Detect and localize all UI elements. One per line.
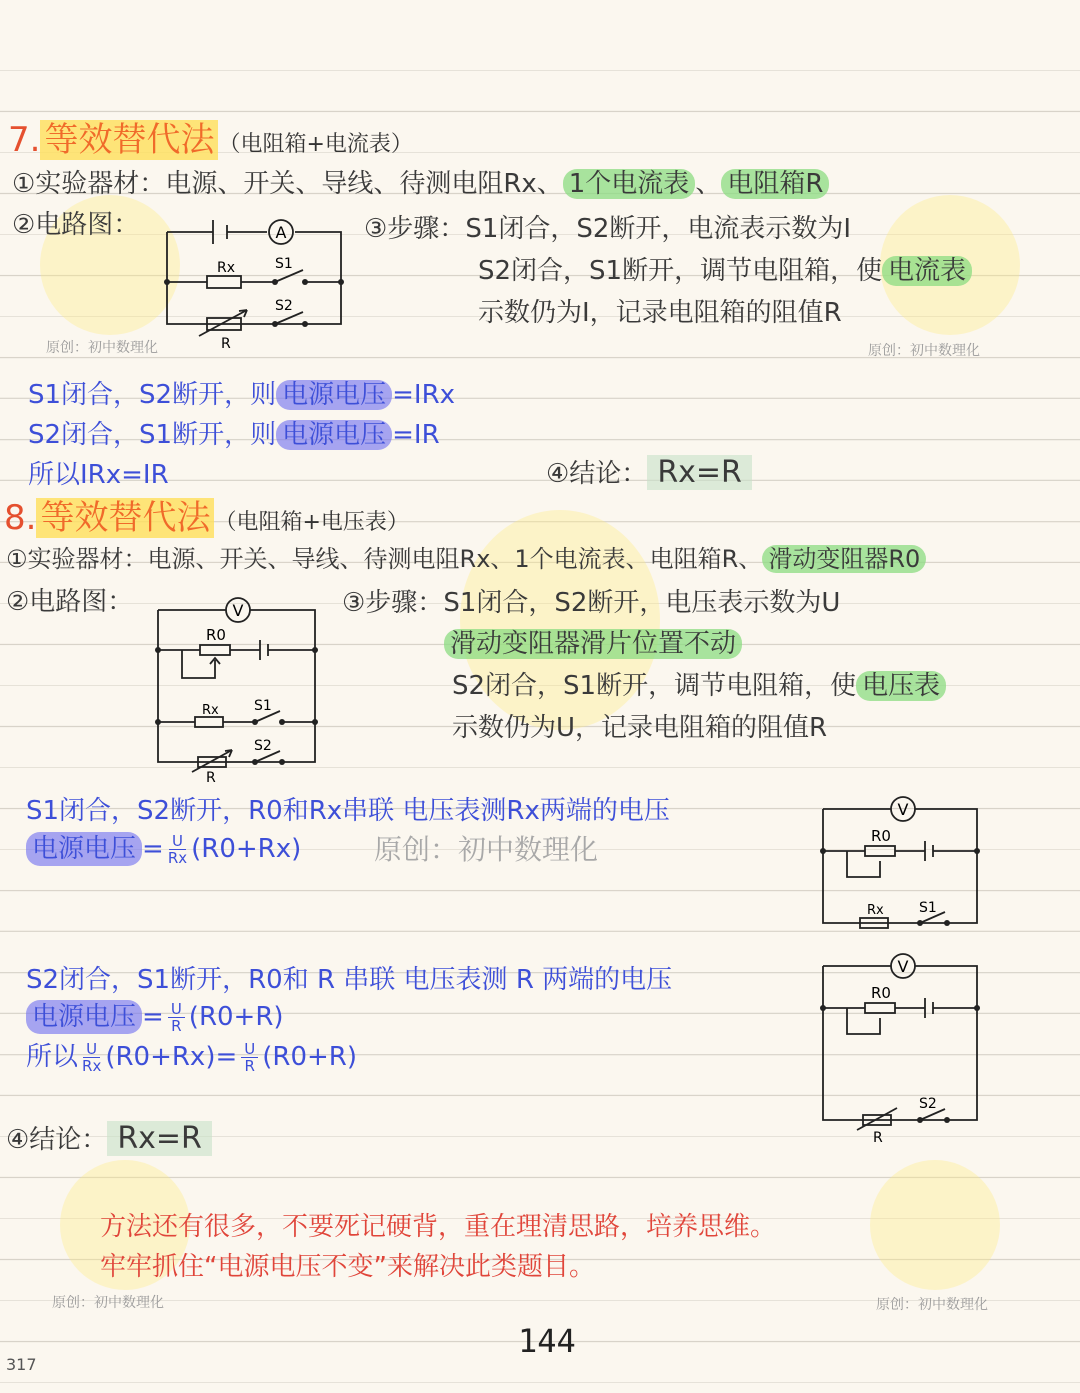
highlight: 滑动变阻器R0 bbox=[762, 545, 926, 573]
conclusion-value: Rx=R bbox=[647, 455, 752, 490]
voltmeter-label: V bbox=[897, 800, 909, 819]
watermark-text: 原创：初中数理化 bbox=[52, 1295, 164, 1311]
equation-2: 电源电压 = $\frac{U}{R}$ (R0+R) bbox=[26, 1000, 284, 1034]
derivation-line-2: S2闭合，S1断开，则 电源电压 =IR bbox=[28, 420, 440, 450]
voltmeter-label: V bbox=[232, 601, 244, 620]
s2-label: S2 bbox=[275, 298, 293, 314]
circuit-diagram-8 bbox=[150, 592, 325, 787]
closing-note-2: 牢牢抓住“电源电压不变”来解决此类题目。 bbox=[100, 1252, 595, 1282]
r-label: R bbox=[873, 1130, 883, 1146]
section-subtitle: （电阻箱+电压表） bbox=[214, 510, 409, 535]
circuit-label: ②电路图： bbox=[6, 587, 134, 617]
method-name: 等效替代法 bbox=[40, 120, 218, 160]
highlight: 电源电压 bbox=[276, 380, 392, 410]
analysis-line-2: S2闭合，S1断开，R0和 R 串联 电压表测 R 两端的电压 bbox=[26, 965, 673, 995]
ammeter-label: A bbox=[275, 223, 287, 242]
highlight: 滑动变阻器滑片位置不动 bbox=[444, 629, 742, 659]
corner-number: 317 bbox=[6, 1355, 37, 1374]
conclusion-8: ④结论： Rx=R bbox=[6, 1122, 212, 1157]
rx-label: Rx bbox=[867, 903, 884, 918]
highlight: 电源电压 bbox=[26, 1000, 142, 1034]
derivation-line-3: 所以IRx=IR bbox=[28, 460, 169, 490]
fraction: $\frac{U}{R}$ bbox=[168, 1001, 185, 1034]
circuit-label: ②电路图： bbox=[12, 210, 140, 240]
section-8-title bbox=[4, 498, 409, 543]
s2-label: S2 bbox=[254, 738, 272, 754]
highlight: 电源电压 bbox=[276, 420, 392, 450]
conclusion-value: Rx=R bbox=[107, 1121, 212, 1156]
steps-line-2 bbox=[444, 627, 742, 661]
highlight: 电阻箱R bbox=[721, 169, 829, 199]
voltmeter-label: V bbox=[897, 957, 909, 976]
fraction: $\frac{U}{Rx}$ bbox=[167, 831, 188, 867]
steps-line-1: ③步骤：S1闭合，S2断开，电流表示数为I bbox=[364, 214, 852, 244]
r0-label: R0 bbox=[871, 827, 891, 845]
watermark-emoji bbox=[870, 1160, 1000, 1290]
s2-label: S2 bbox=[919, 1096, 937, 1112]
s1-label: S1 bbox=[275, 256, 293, 272]
rx-label: Rx bbox=[217, 260, 236, 276]
s1-label: S1 bbox=[919, 900, 937, 916]
derivation-line-1: S1闭合，S2断开，则 电源电压 =IRx bbox=[28, 380, 456, 410]
watermark-text: 原创：初中数理化 bbox=[374, 833, 599, 866]
rx-label: Rx bbox=[202, 703, 219, 718]
steps-line-1: ③步骤：S1闭合，S2断开，电压表示数为U bbox=[342, 588, 841, 618]
section-7-title bbox=[8, 120, 413, 165]
side-circuit-1 bbox=[815, 795, 990, 930]
section-number: 7. bbox=[8, 120, 41, 160]
steps-line-2: S2闭合，S1断开，调节电阻箱，使 电流表 bbox=[478, 254, 972, 288]
steps-line-3: 示数仍为I，记录电阻箱的阻值R bbox=[478, 298, 842, 328]
r0-label: R0 bbox=[206, 626, 226, 644]
r-label: R bbox=[206, 770, 216, 786]
analysis-line-1: S1闭合，S2断开，R0和Rx串联 电压表测Rx两端的电压 bbox=[26, 796, 670, 826]
materials-line: ①实验器材：电源、开关、导线、待测电阻Rx、1个电流表、电阻箱R、 滑动变阻器R0 bbox=[6, 542, 926, 576]
method-name: 等效替代法 bbox=[36, 498, 214, 538]
highlight: 电源电压 bbox=[26, 832, 142, 866]
steps-line-4: 示数仍为U，记录电阻箱的阻值R bbox=[452, 713, 828, 743]
fraction: $\frac{U}{R}$ bbox=[241, 1041, 258, 1074]
r0-label: R0 bbox=[871, 984, 891, 1002]
watermark-text: 原创：初中数理化 bbox=[46, 340, 158, 356]
section-number: 8. bbox=[4, 498, 37, 538]
conclusion-7: ④结论： Rx=R bbox=[546, 456, 752, 491]
s1-label: S1 bbox=[254, 698, 272, 714]
fraction: U Rx bbox=[82, 1039, 102, 1075]
materials-line: ①实验器材：电源、开关、导线、待测电阻Rx、 1个电流表 、 电阻箱R bbox=[12, 167, 829, 201]
side-circuit-2 bbox=[815, 952, 990, 1147]
highlight: 电流表 bbox=[882, 256, 972, 286]
highlight: 电压表 bbox=[856, 671, 946, 701]
circuit-diagram-7 bbox=[155, 212, 355, 352]
page-number: 144 bbox=[518, 1322, 576, 1360]
highlight: 1个电流表 bbox=[563, 169, 696, 199]
section-subtitle: （电阻箱+电流表） bbox=[218, 132, 413, 157]
equation-3: 所以 U Rx (R0+Rx)= $\frac{U}{R}$ (R0+R) bbox=[26, 1039, 357, 1075]
watermark-text: 原创：初中数理化 bbox=[876, 1297, 988, 1313]
r-label: R bbox=[221, 336, 231, 352]
closing-note-1: 方法还有很多，不要死记硬背，重在理清思路，培养思维。 bbox=[100, 1212, 777, 1242]
steps-line-3: S2闭合，S1断开，调节电阻箱，使 电压表 bbox=[452, 669, 946, 703]
watermark-text: 原创：初中数理化 bbox=[868, 343, 980, 359]
equation-1: 电源电压 = $\frac{U}{Rx}$ (R0+Rx) bbox=[26, 832, 301, 866]
